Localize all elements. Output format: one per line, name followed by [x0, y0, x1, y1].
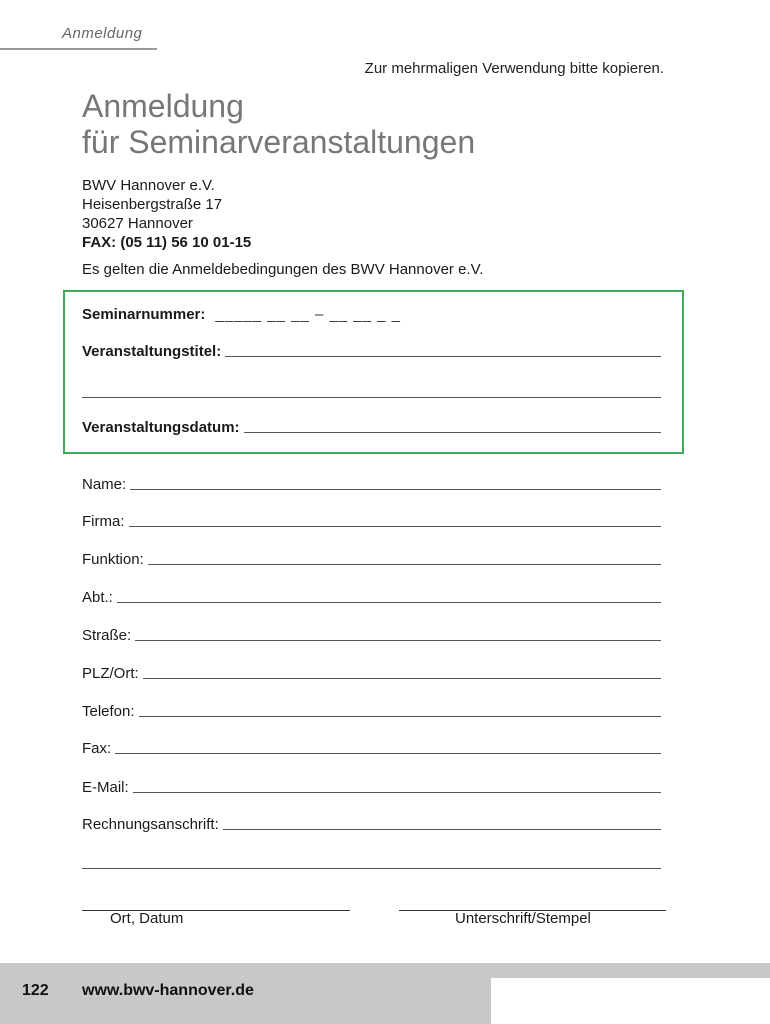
- name-line: [130, 488, 661, 490]
- place-date-label: Ort, Datum: [110, 910, 184, 927]
- title-line-1: Anmeldung: [82, 88, 244, 124]
- zip-city-label: PLZ/Ort:: [82, 665, 139, 682]
- company-field[interactable]: [82, 513, 661, 530]
- fax-field[interactable]: [82, 740, 661, 757]
- street-field[interactable]: [82, 627, 661, 644]
- company-line: [129, 525, 662, 527]
- name-field[interactable]: [82, 476, 661, 493]
- email-label: E-Mail:: [82, 779, 129, 796]
- address-org: BWV Hannover e.V.: [82, 177, 215, 194]
- copy-note: Zur mehrmaligen Verwendung bitte kopieren.: [364, 60, 664, 77]
- name-label: Name:: [82, 476, 127, 493]
- seminar-number-field[interactable]: [82, 306, 401, 323]
- billing-label: Rechnungsanschrift:: [82, 816, 219, 833]
- event-title-field[interactable]: [82, 343, 661, 360]
- event-title-line-2[interactable]: [82, 397, 661, 398]
- phone-label: Telefon:: [82, 703, 135, 720]
- event-date-line: [244, 431, 661, 433]
- street-label: Straße:: [82, 627, 132, 644]
- title-line-2: für Seminarveranstaltungen: [82, 124, 476, 160]
- page-title: [82, 88, 475, 160]
- fax-label: Fax:: [82, 740, 112, 757]
- department-field[interactable]: [82, 589, 661, 606]
- conditions-note: Es gelten die Anmeldebedingungen des BWV Hannover e.V.: [82, 261, 484, 278]
- fax-line: [115, 752, 661, 754]
- company-label: Firma:: [82, 513, 125, 530]
- seminar-number-label: Seminarnummer:: [82, 306, 206, 323]
- street-line: [135, 639, 661, 641]
- phone-line: [139, 715, 661, 717]
- address-fax: FAX: (05 11) 56 10 01-15: [82, 234, 252, 251]
- billing-line: [223, 828, 661, 830]
- page-number: 122: [22, 982, 49, 999]
- website-link[interactable]: www.bwv-hannover.de: [82, 982, 254, 999]
- seminar-number-mask: _____ __ __ – __ __ _ _: [215, 306, 402, 323]
- section-tab-underline: [0, 48, 157, 50]
- address-city: 30627 Hannover: [82, 215, 193, 232]
- email-line: [133, 791, 661, 793]
- address-street: Heisenbergstraße 17: [82, 196, 223, 213]
- billing-line-2[interactable]: [82, 868, 661, 869]
- email-field[interactable]: [82, 779, 661, 796]
- department-label: Abt.:: [82, 589, 113, 606]
- event-date-label: Veranstaltungsdatum:: [82, 419, 240, 436]
- billing-field[interactable]: [82, 816, 661, 833]
- event-title-line: [225, 355, 661, 357]
- function-line: [148, 563, 661, 565]
- function-field[interactable]: [82, 551, 661, 568]
- section-tab: Anmeldung: [62, 25, 143, 42]
- department-line: [117, 601, 661, 603]
- event-date-field[interactable]: [82, 419, 661, 436]
- footer-bar-right: [491, 963, 770, 978]
- address-block: [82, 176, 251, 252]
- zip-city-field[interactable]: [82, 665, 661, 682]
- signature-label: Unterschrift/Stempel: [455, 910, 591, 927]
- event-title-label: Veranstaltungstitel:: [82, 343, 222, 360]
- phone-field[interactable]: [82, 703, 661, 720]
- zip-city-line: [143, 677, 661, 679]
- function-label: Funktion:: [82, 551, 144, 568]
